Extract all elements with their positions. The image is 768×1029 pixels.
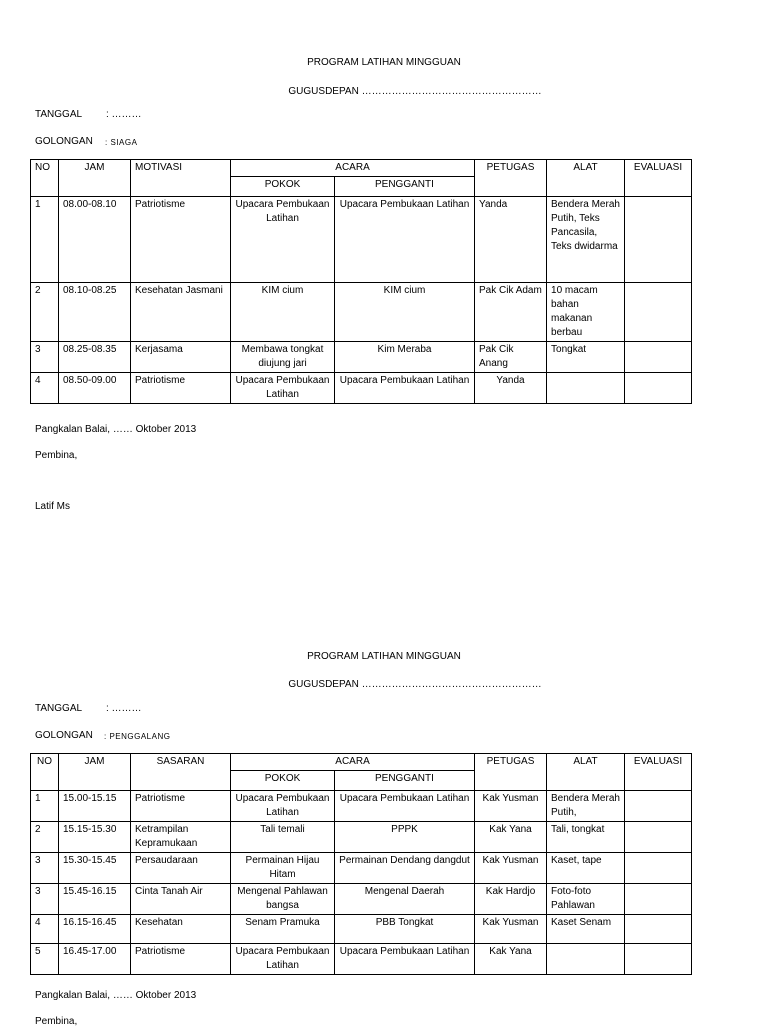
cell-pokok: Mengenal Pahlawan bangsa [231,884,335,915]
cell-no: 1 [31,197,59,283]
cell-no: 4 [31,915,59,944]
table-row [31,944,692,975]
cell-evaluasi [625,944,692,975]
doc1-table [30,159,692,404]
cell-jam: 15.45-16.15 [59,884,131,915]
doc1-header-acara: ACARA [231,160,475,177]
cell-petugas: Kak Yusman [475,791,547,822]
cell-no: 4 [31,373,59,404]
doc2-header-alat: ALAT [547,754,625,791]
cell-pokok: Upacara Pembukaan Latihan [231,791,335,822]
doc2-header-acara: ACARA [231,754,475,771]
doc1-title: PROGRAM LATIHAN MINGGUAN [307,57,461,68]
cell-pokok: Membawa tongkat diujung jari [231,342,335,373]
doc2-tanggal-value: : ……… [106,703,142,714]
cell-jam: 16.15-16.45 [59,915,131,944]
cell-sasaran: Patriotisme [131,944,231,975]
cell-jam: 15.30-15.45 [59,853,131,884]
cell-motivasi: Patriotisme [131,373,231,404]
cell-alat: Bendera Merah Putih, [547,791,625,822]
cell-pengganti: Mengenal Daerah [335,884,475,915]
table-row [31,853,692,884]
cell-petugas: Kak Yana [475,944,547,975]
doc1-header-jam: JAM [59,160,131,197]
doc2-header-no: NO [31,754,59,791]
doc2-header-sasaran: SASARAN [131,754,231,791]
doc1-tanggal-value: : ……… [106,109,142,120]
cell-no: 5 [31,944,59,975]
cell-alat: Bendera Merah Putih, Teks Pancasila, Teks dwidarma [547,197,625,283]
doc1-header-pokok: POKOK [231,177,335,197]
doc2-tanggal-label: TANGGAL [35,703,83,714]
cell-no: 3 [31,884,59,915]
cell-pengganti: Upacara Pembukaan Latihan [335,944,475,975]
doc2-golongan-value: : PENGGALANG [104,732,171,741]
cell-jam: 15.15-15.30 [59,822,131,853]
cell-pengganti: Upacara Pembukaan Latihan [335,791,475,822]
cell-alat [547,944,625,975]
cell-alat: Foto-foto Pahlawan [547,884,625,915]
cell-pokok: Permainan Hijau Hitam [231,853,335,884]
cell-petugas: Yanda [475,373,547,404]
doc2-table [30,753,692,975]
cell-sasaran: Ketrampilan Kepramukaan [131,822,231,853]
cell-petugas: Kak Yusman [475,853,547,884]
cell-alat: Tali, tongkat [547,822,625,853]
doc2-header-pokok: POKOK [231,771,335,791]
cell-evaluasi [625,915,692,944]
cell-evaluasi [625,373,692,404]
doc1-header-alat: ALAT [547,160,625,197]
table-row [31,822,692,853]
cell-no: 2 [31,283,59,342]
table-row [31,373,692,404]
doc2-title: PROGRAM LATIHAN MINGGUAN [307,651,461,662]
doc1-signer-name: Latif Ms [35,501,71,512]
cell-sasaran: Kesehatan [131,915,231,944]
doc2-place-date: Pangkalan Balai, …… Oktober 2013 [35,990,197,1001]
cell-evaluasi [625,853,692,884]
doc2-pembina-label: Pembina, [35,1016,78,1027]
cell-sasaran: Cinta Tanah Air [131,884,231,915]
cell-jam: 08.10-08.25 [59,283,131,342]
doc1-gugusdepan: GUGUSDEPAN ……………………………………………… [288,86,542,97]
table-row [31,791,692,822]
doc2-gugusdepan: GUGUSDEPAN ……………………………………………… [288,679,542,690]
cell-alat: Tongkat [547,342,625,373]
doc2-header-pengganti: PENGGANTI [335,771,475,791]
cell-pokok: Senam Pramuka [231,915,335,944]
cell-jam: 15.00-15.15 [59,791,131,822]
cell-pokok: KIM cium [231,283,335,342]
cell-petugas: Pak Cik Adam [475,283,547,342]
cell-jam: 08.25-08.35 [59,342,131,373]
cell-no: 3 [31,853,59,884]
cell-pengganti: PPPK [335,822,475,853]
table-row [31,283,692,342]
cell-pengganti: Upacara Pembukaan Latihan [335,373,475,404]
cell-jam: 08.50-09.00 [59,373,131,404]
cell-pokok: Upacara Pembukaan Latihan [231,373,335,404]
doc1-header-petugas: PETUGAS [475,160,547,197]
cell-petugas: Kak Yusman [475,915,547,944]
doc2-header-petugas: PETUGAS [475,754,547,791]
doc1-header-motivasi: MOTIVASI [131,160,231,197]
cell-motivasi: Kerjasama [131,342,231,373]
cell-evaluasi [625,822,692,853]
cell-petugas: Pak Cik Anang [475,342,547,373]
cell-pengganti: Upacara Pembukaan Latihan [335,197,475,283]
cell-jam: 08.00-08.10 [59,197,131,283]
cell-petugas: Yanda [475,197,547,283]
doc1-header-evaluasi: EVALUASI [625,160,692,197]
cell-motivasi: Kesehatan Jasmani [131,283,231,342]
cell-alat [547,373,625,404]
cell-motivasi: Patriotisme [131,197,231,283]
cell-evaluasi [625,342,692,373]
doc1-pembina-label: Pembina, [35,450,78,461]
table-row [31,342,692,373]
table-row [31,884,692,915]
cell-pokok: Upacara Pembukaan Latihan [231,944,335,975]
doc1-golongan-value: : SIAGA [105,138,138,147]
cell-alat: Kaset, tape [547,853,625,884]
table-row [31,915,692,944]
cell-evaluasi [625,884,692,915]
doc1-header-no: NO [31,160,59,197]
cell-no: 3 [31,342,59,373]
doc1-place-date: Pangkalan Balai, …… Oktober 2013 [35,424,197,435]
cell-evaluasi [625,197,692,283]
cell-pengganti: Kim Meraba [335,342,475,373]
cell-no: 2 [31,822,59,853]
cell-sasaran: Persaudaraan [131,853,231,884]
cell-pengganti: Permainan Dendang dangdut [335,853,475,884]
doc1-header-pengganti: PENGGANTI [335,177,475,197]
cell-jam: 16.45-17.00 [59,944,131,975]
cell-petugas: Kak Yana [475,822,547,853]
cell-pengganti: PBB Tongkat [335,915,475,944]
doc2-header-jam: JAM [59,754,131,791]
cell-no: 1 [31,791,59,822]
cell-alat: 10 macam bahan makanan berbau [547,283,625,342]
cell-petugas: Kak Hardjo [475,884,547,915]
doc2-header-evaluasi: EVALUASI [625,754,692,791]
doc1-tanggal-label: TANGGAL [35,109,83,120]
cell-pokok: Tali temali [231,822,335,853]
cell-sasaran: Patriotisme [131,791,231,822]
doc1-golongan-label: GOLONGAN [35,136,93,147]
cell-pokok: Upacara Pembukaan Latihan [231,197,335,283]
cell-pengganti: KIM cium [335,283,475,342]
doc2-golongan-label: GOLONGAN [35,730,93,741]
table-row [31,197,692,283]
cell-evaluasi [625,283,692,342]
cell-evaluasi [625,791,692,822]
cell-alat: Kaset Senam [547,915,625,944]
